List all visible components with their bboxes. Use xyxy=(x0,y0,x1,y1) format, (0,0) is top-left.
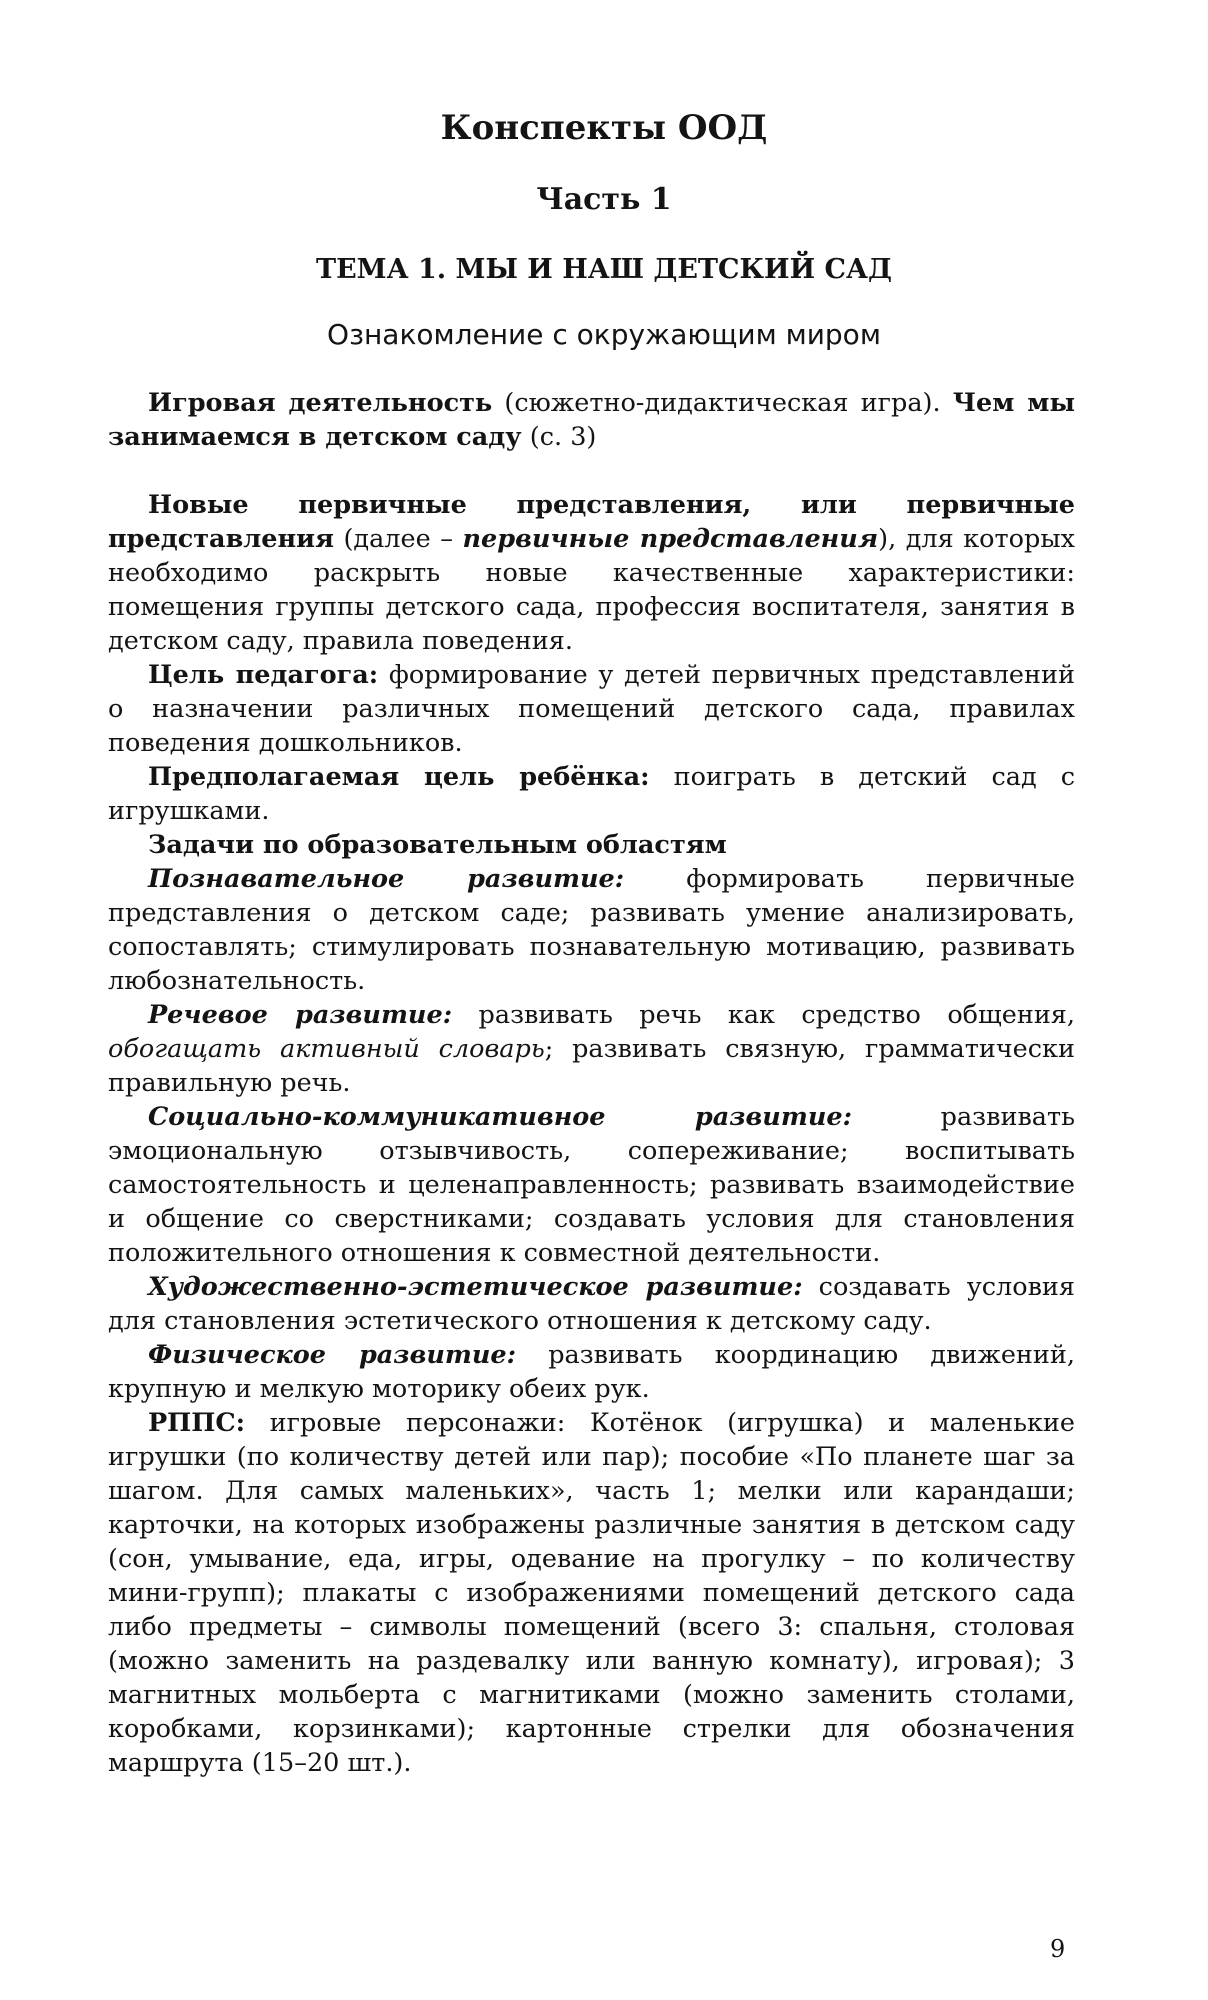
ideas-paragraph xyxy=(108,488,1075,658)
speech-text-1: развивать речь как средство общения, xyxy=(452,1000,1076,1030)
speech-paragraph xyxy=(108,998,1075,1100)
activity-ref: (с. 3) xyxy=(521,422,597,452)
page-title: Конспекты ООД xyxy=(440,108,768,148)
activity-paragraph xyxy=(108,386,1075,454)
speech-label: Речевое развитие: xyxy=(148,1000,453,1030)
speech-italic: обогащать активный словарь xyxy=(108,1034,545,1064)
section-heading: Ознакомление с окружающим миром xyxy=(327,318,881,351)
cognitive-text: формировать первичные представления о детском саде; развивать умение анализировать, сопоставлять; стимулировать познавательную мотивацию, развивать любознательность. xyxy=(108,864,1075,996)
ideas-text: ), для которых необходимо раскрыть новые качественные характеристики: помещения группы детского сада, профессия воспитателя, занятия в детском саду, правила поведения. xyxy=(108,524,1075,656)
cognitive-label: Познавательное развитие: xyxy=(148,864,625,894)
part-heading: Часть 1 xyxy=(536,182,672,217)
child-goal-paragraph xyxy=(108,760,1075,828)
activity-title: Чем мы занимаемся в детском саду xyxy=(108,388,1076,452)
speech-text-2: ; развивать связную, грамматически правильную речь. xyxy=(108,1034,1075,1098)
rpps-paragraph xyxy=(108,1406,1075,1780)
artistic-label: Художественно-эстетическое развитие: xyxy=(148,1272,803,1302)
cognitive-paragraph xyxy=(108,862,1075,998)
activity-label: Игровая деятельность xyxy=(148,388,493,418)
artistic-text: создавать условия для становления эстетического отношения к детскому саду. xyxy=(108,1272,1076,1336)
physical-label: Физическое развитие: xyxy=(148,1340,517,1370)
activity-type: (сюжетно-дидактическая игра). xyxy=(492,388,953,418)
rpps-label: РППС: xyxy=(148,1408,246,1438)
goal-text: формирование у детей первичных представлений о назначении различных помещений детского сада, правилах поведения дошкольников. xyxy=(108,660,1075,758)
rpps-text: игровые персонажи: Котёнок (игрушка) и маленькие игрушки (по количеству детей или пар); пособие «По планете шаг за шагом. Для самых маленьких», часть 1; мелки или карандаши; карточки, на которых изображены различные занятия в детском саду (сон, умывание, еда, игры, одевание на прогулку – по количеству мини-групп); плакаты с изображениями помещений детского сада либо предметы – символы помещений (всего 3: спальня, столовая (можно заменить на раздевалку или ванную комнату), игровая); 3 магнитных мольберта с магнитиками (можно заменить столами, коробками, корзинками); картонные стрелки для обозначения маршрута (15–20 шт.). xyxy=(108,1408,1075,1778)
ideas-pre: (далее – xyxy=(333,524,463,554)
goal-label: Цель педагога: xyxy=(148,660,379,690)
ideas-term: первичные представления xyxy=(462,524,879,554)
topic-heading: ТЕМА 1. МЫ И НАШ ДЕТСКИЙ САД xyxy=(316,254,892,285)
page-number: 9 xyxy=(1050,1935,1066,1963)
tasks-heading: Задачи по образовательным областям xyxy=(148,830,727,860)
artistic-paragraph xyxy=(108,1270,1075,1338)
ideas-label: Новые первичные представления, или первичные представления xyxy=(108,490,1075,554)
physical-paragraph xyxy=(108,1338,1075,1406)
goal-paragraph xyxy=(108,658,1075,760)
child-goal-label: Предполагаемая цель ребёнка: xyxy=(148,762,650,792)
child-goal-text: поиграть в детский сад с игрушками. xyxy=(108,762,1075,826)
physical-text: развивать координацию движений, крупную и мелкую моторику обеих рук. xyxy=(108,1340,1075,1404)
body-text xyxy=(108,386,1075,1780)
social-paragraph xyxy=(108,1100,1075,1270)
social-text: развивать эмоциональную отзывчивость, сопереживание; воспитывать самостоятельность и целенаправленность; развивать взаимодействие и общение со сверстниками; создавать условия для становления положительного отношения к совместной деятельности. xyxy=(108,1102,1075,1268)
social-label: Социально-коммуникативное развитие: xyxy=(148,1102,853,1132)
